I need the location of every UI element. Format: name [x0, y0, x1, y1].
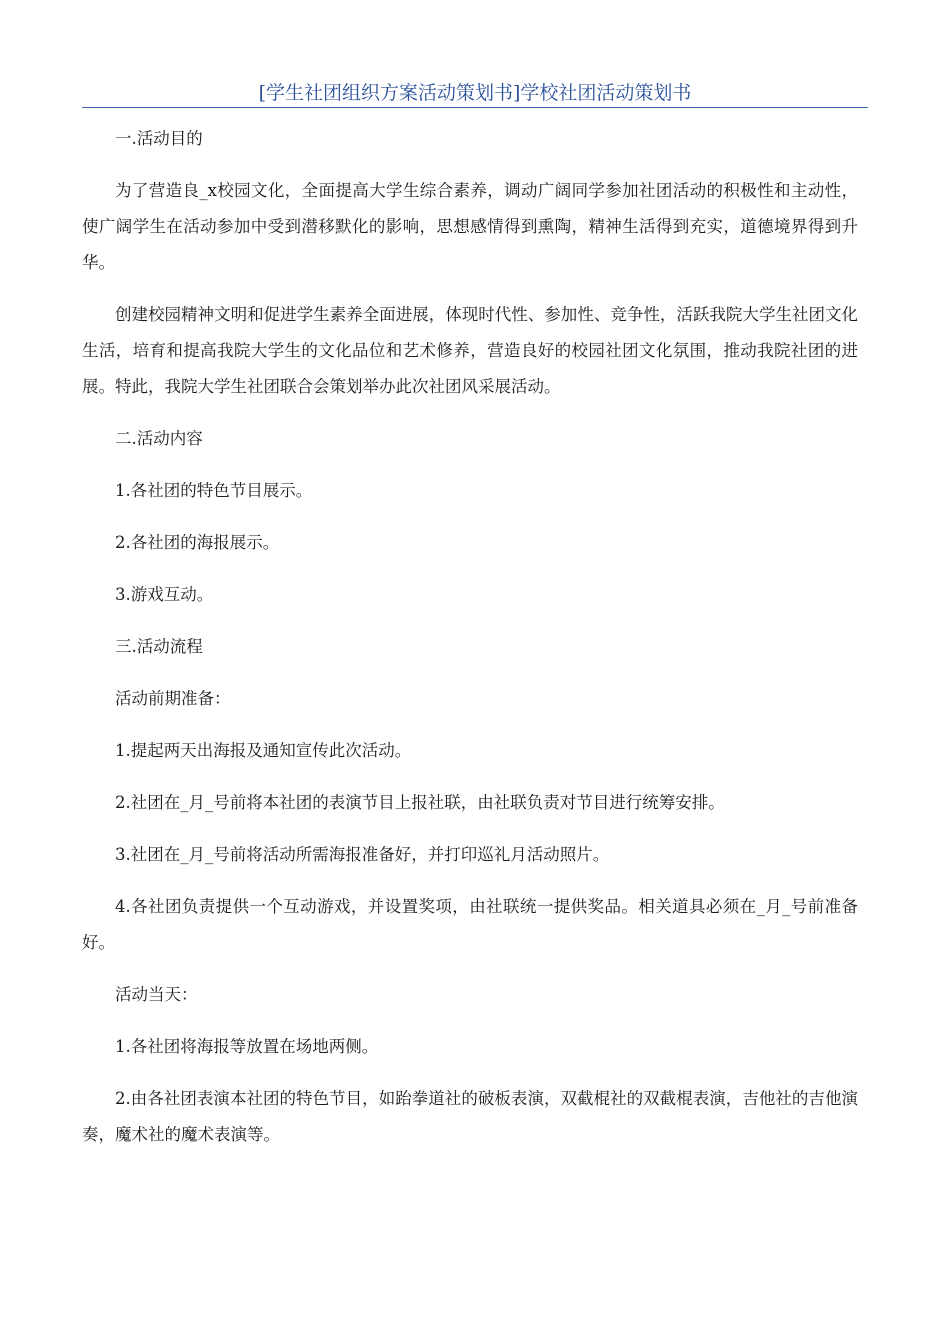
title-divider: [82, 107, 868, 108]
section-heading-purpose: 一.活动目的: [115, 129, 203, 148]
paragraph-purpose-2: 创建校园精神文明和促进学生素养全面进展，体现时代性、参加性、竞争性，活跃我院大学生社团文化生活，培育和提高我院大学生的文化品位和艺术修养，营造良好的校园社团文化氛围，推动我院社团的进展。特此，我院大学生社团联合会策划举办此次社团风采展活动。: [82, 305, 858, 396]
list-item-content-2: 2.各社团的海报展示。: [115, 533, 280, 552]
list-item-preparation-2: 2.社团在_月_号前将本社团的表演节目上报社联，由社联负责对节目进行统筹安排。: [115, 793, 725, 812]
list-item-event-day-1: 1.各社团将海报等放置在场地两侧。: [115, 1037, 379, 1056]
list-item-preparation-3: 3.社团在_月_号前将活动所需海报准备好，并打印巡礼月活动照片。: [115, 845, 610, 864]
list-item-event-day-2: 2.由各社团表演本社团的特色节目，如跆拳道社的破板表演，双截棍社的双截棍表演，吉他社的吉他演奏，魔术社的魔术表演等。: [82, 1089, 858, 1144]
subheading-event-day: 活动当天：: [115, 985, 198, 1004]
section-heading-content: 二.活动内容: [115, 429, 203, 448]
subheading-preparation: 活动前期准备：: [115, 689, 231, 708]
paragraph-purpose-1: 为了营造良_x校园文化，全面提高大学生综合素养，调动广阔同学参加社团活动的积极性和主动性，使广阔学生在活动参加中受到潜移默化的影响，思想感情得到熏陶，精神生活得到充实，道德境界得到升华。: [82, 181, 858, 272]
list-item-content-3: 3.游戏互动。: [115, 585, 214, 604]
list-item-content-1: 1.各社团的特色节目展示。: [115, 481, 313, 500]
list-item-preparation-1: 1.提起两天出海报及通知宣传此次活动。: [115, 741, 412, 760]
document-body: [82, 121, 858, 1169]
list-item-preparation-4: 4.各社团负责提供一个互动游戏，并设置奖项，由社联统一提供奖品。相关道具必须在_月_号前准备好。: [82, 897, 858, 952]
section-heading-process: 三.活动流程: [115, 637, 203, 656]
document-title: [学生社团组织方案活动策划书]学校社团活动策划书: [258, 82, 692, 104]
